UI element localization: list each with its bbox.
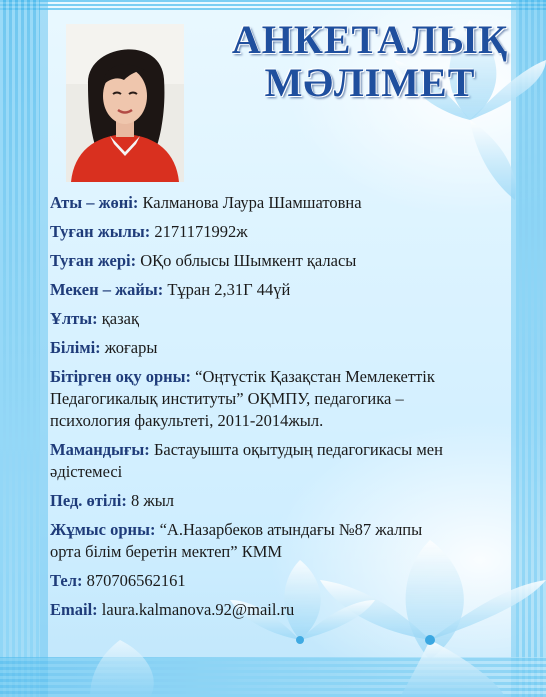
field-value: Тұран 2,31Г 44үй xyxy=(167,280,291,299)
field-value: 8 жыл xyxy=(130,491,175,510)
field-value: “А.Назарбеков атындағы №87 жалпы xyxy=(159,520,423,539)
field-nationality xyxy=(50,308,536,330)
field-label: Аты – жөні: xyxy=(50,193,139,212)
field-label: Ұлты: xyxy=(50,309,98,328)
profile-fields xyxy=(50,192,536,621)
title-line-1: АНКЕТАЛЫҚ xyxy=(231,17,509,62)
field-value: Педагогикалық институты” ОҚМПУ, педагогика – xyxy=(50,389,404,408)
field-label: Білімі: xyxy=(50,338,101,357)
field-speciality xyxy=(50,439,536,483)
field-label: Туған жылы: xyxy=(50,222,151,241)
field-value: 2171171992ж xyxy=(154,222,248,241)
field-value: қазақ xyxy=(101,309,139,328)
field-value: орта білім беретін мектеп” КММ xyxy=(50,542,283,561)
title-line-2: МӘЛІМЕТ xyxy=(264,60,476,105)
portrait-photo xyxy=(66,24,184,182)
email-link[interactable]: laura.kalmanova.92@mail.ru xyxy=(101,600,295,619)
field-phone xyxy=(50,570,536,592)
field-value: психология факультеті, 2011-2014жыл. xyxy=(50,411,324,430)
field-value: “Оңтүстік Қазақстан Мемлекеттік xyxy=(195,367,435,386)
field-label: Тел: xyxy=(50,571,83,590)
field-birth-place xyxy=(50,250,536,272)
field-value: әдістемесі xyxy=(50,462,123,481)
field-workplace xyxy=(50,519,536,563)
field-value: ОҚо облысы Шымкент қаласы xyxy=(140,251,357,270)
field-value: 870706562161 xyxy=(86,571,186,590)
lily-bottom-left xyxy=(90,640,154,697)
field-birth-year xyxy=(50,221,536,243)
page-title xyxy=(230,18,510,104)
field-value: жоғары xyxy=(104,338,158,357)
field-address xyxy=(50,279,536,301)
field-full-name xyxy=(50,192,536,214)
field-label: Туған жері: xyxy=(50,251,137,270)
field-label: Пед. өтілі: xyxy=(50,491,127,510)
field-label: Мекен – жайы: xyxy=(50,280,164,299)
field-label: Жұмыс орны: xyxy=(50,520,156,539)
field-education xyxy=(50,337,536,359)
field-label: Бітірген оқу орны: xyxy=(50,367,192,386)
field-value: Бастауышта оқытудың педагогикасы мен xyxy=(153,440,443,459)
field-label: Email: xyxy=(50,600,98,619)
field-experience xyxy=(50,490,536,512)
field-value: Калманова Лаура Шамшатовна xyxy=(142,193,362,212)
field-email xyxy=(50,599,536,621)
field-label: Мамандығы: xyxy=(50,440,150,459)
portrait-image xyxy=(66,24,184,182)
field-graduated-from xyxy=(50,366,536,432)
